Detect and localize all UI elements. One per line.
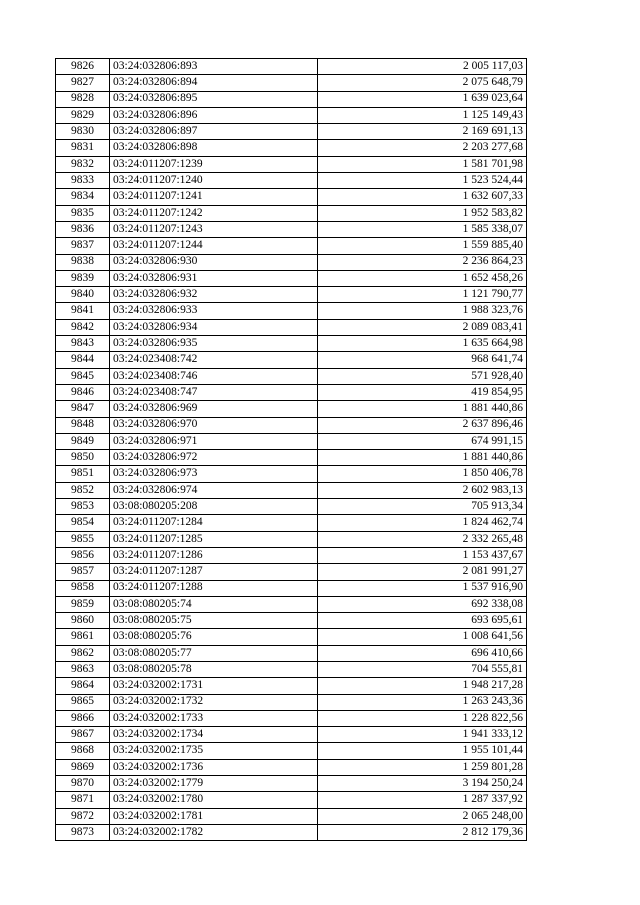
row-number: 9833: [56, 173, 110, 189]
row-number: 9869: [56, 759, 110, 775]
cadastral-number: 03:24:011207:1242: [110, 205, 318, 221]
cadastral-number: 03:24:011207:1285: [110, 531, 318, 547]
row-number: 9826: [56, 59, 110, 75]
table-row: [56, 759, 527, 775]
cadastral-value: 2 332 265,48: [318, 531, 527, 547]
table-row: [56, 547, 527, 563]
table-row: [56, 140, 527, 156]
cadastral-value: 1 125 149,43: [318, 107, 527, 123]
table-row: [56, 499, 527, 515]
cadastral-value: 1 652 458,26: [318, 270, 527, 286]
cadastral-value: 1 952 583,82: [318, 205, 527, 221]
cadastral-value: 1 850 406,78: [318, 466, 527, 482]
table-row: [56, 205, 527, 221]
row-number: 9853: [56, 499, 110, 515]
cadastral-number: 03:24:011207:1286: [110, 547, 318, 563]
cadastral-number: 03:24:032806:933: [110, 303, 318, 319]
table-row: [56, 254, 527, 270]
cadastral-number: 03:24:011207:1244: [110, 238, 318, 254]
cadastral-number: 03:24:011207:1288: [110, 580, 318, 596]
table-row: [56, 515, 527, 531]
table-row: [56, 107, 527, 123]
cadastral-number: 03:24:011207:1287: [110, 564, 318, 580]
cadastral-number: 03:08:080205:78: [110, 661, 318, 677]
cadastral-number: 03:24:023408:746: [110, 368, 318, 384]
cadastral-value: 419 854,95: [318, 384, 527, 400]
table-row: [56, 678, 527, 694]
cadastral-value: 3 194 250,24: [318, 776, 527, 792]
cadastral-number: 03:24:032806:973: [110, 466, 318, 482]
cadastral-value: 2 637 896,46: [318, 417, 527, 433]
row-number: 9828: [56, 91, 110, 107]
table-row: [56, 808, 527, 824]
table-row: [56, 287, 527, 303]
table-row: [56, 221, 527, 237]
table-row: [56, 303, 527, 319]
table-row: [56, 596, 527, 612]
cadastral-value: 1 632 607,33: [318, 189, 527, 205]
row-number: 9831: [56, 140, 110, 156]
row-number: 9841: [56, 303, 110, 319]
cadastral-number: 03:24:032002:1779: [110, 776, 318, 792]
table-row: [56, 792, 527, 808]
cadastral-number: 03:08:080205:208: [110, 499, 318, 515]
table-row: [56, 531, 527, 547]
cadastral-number: 03:24:032806:969: [110, 401, 318, 417]
row-number: 9872: [56, 808, 110, 824]
cadastral-value: 2 081 991,27: [318, 564, 527, 580]
row-number: 9835: [56, 205, 110, 221]
cadastral-value: 1 259 801,28: [318, 759, 527, 775]
cadastral-number: 03:24:011207:1240: [110, 173, 318, 189]
cadastral-value-table: [55, 58, 527, 841]
table-row: [56, 482, 527, 498]
table-row: [56, 776, 527, 792]
cadastral-value: 2 236 864,23: [318, 254, 527, 270]
table-row: [56, 59, 527, 75]
row-number: 9854: [56, 515, 110, 531]
row-number: 9863: [56, 661, 110, 677]
cadastral-number: 03:24:032806:931: [110, 270, 318, 286]
cadastral-value: 2 602 983,13: [318, 482, 527, 498]
cadastral-value: 1 948 217,28: [318, 678, 527, 694]
row-number: 9845: [56, 368, 110, 384]
row-number: 9840: [56, 287, 110, 303]
cadastral-number: 03:24:032806:935: [110, 336, 318, 352]
row-number: 9838: [56, 254, 110, 270]
table-row: [56, 580, 527, 596]
table-row: [56, 450, 527, 466]
row-number: 9856: [56, 547, 110, 563]
table-row: [56, 173, 527, 189]
row-number: 9873: [56, 824, 110, 840]
row-number: 9859: [56, 596, 110, 612]
table-row: [56, 727, 527, 743]
cadastral-number: 03:24:032002:1780: [110, 792, 318, 808]
cadastral-value: 705 913,34: [318, 499, 527, 515]
row-number: 9836: [56, 221, 110, 237]
table-row: [56, 433, 527, 449]
cadastral-value: 2 005 117,03: [318, 59, 527, 75]
row-number: 9855: [56, 531, 110, 547]
table-row: [56, 91, 527, 107]
cadastral-number: 03:24:032002:1781: [110, 808, 318, 824]
row-number: 9846: [56, 384, 110, 400]
cadastral-number: 03:24:032806:898: [110, 140, 318, 156]
table-row: [56, 661, 527, 677]
cadastral-number: 03:24:032002:1731: [110, 678, 318, 694]
cadastral-value: 1 287 337,92: [318, 792, 527, 808]
cadastral-value: 1 121 790,77: [318, 287, 527, 303]
cadastral-number: 03:24:032002:1782: [110, 824, 318, 840]
cadastral-value: 1 881 440,86: [318, 450, 527, 466]
row-number: 9842: [56, 319, 110, 335]
table-row: [56, 319, 527, 335]
cadastral-value: 1 523 524,44: [318, 173, 527, 189]
cadastral-number: 03:08:080205:76: [110, 629, 318, 645]
table-row: [56, 613, 527, 629]
table-row: [56, 824, 527, 840]
table-row: [56, 75, 527, 91]
row-number: 9861: [56, 629, 110, 645]
cadastral-value: 1 537 916,90: [318, 580, 527, 596]
row-number: 9866: [56, 710, 110, 726]
cadastral-number: 03:24:032806:930: [110, 254, 318, 270]
table-row: [56, 466, 527, 482]
cadastral-number: 03:24:032806:932: [110, 287, 318, 303]
row-number: 9862: [56, 645, 110, 661]
cadastral-value: 2 203 277,68: [318, 140, 527, 156]
table-row: [56, 743, 527, 759]
row-number: 9871: [56, 792, 110, 808]
table-row: [56, 270, 527, 286]
row-number: 9848: [56, 417, 110, 433]
cadastral-number: 03:24:032806:974: [110, 482, 318, 498]
cadastral-number: 03:08:080205:74: [110, 596, 318, 612]
row-number: 9839: [56, 270, 110, 286]
cadastral-value: 1 585 338,07: [318, 221, 527, 237]
row-number: 9860: [56, 613, 110, 629]
row-number: 9850: [56, 450, 110, 466]
cadastral-number: 03:24:032002:1736: [110, 759, 318, 775]
table-row: [56, 417, 527, 433]
row-number: 9849: [56, 433, 110, 449]
table-body: [56, 59, 527, 841]
row-number: 9867: [56, 727, 110, 743]
cadastral-value: 968 641,74: [318, 352, 527, 368]
row-number: 9834: [56, 189, 110, 205]
cadastral-value: 1 008 641,56: [318, 629, 527, 645]
cadastral-value: 2 812 179,36: [318, 824, 527, 840]
cadastral-number: 03:24:032806:897: [110, 124, 318, 140]
cadastral-value: 2 065 248,00: [318, 808, 527, 824]
cadastral-value: 1 153 437,67: [318, 547, 527, 563]
cadastral-value: 2 089 083,41: [318, 319, 527, 335]
table-row: [56, 156, 527, 172]
cadastral-value: 2 075 648,79: [318, 75, 527, 91]
table-row: [56, 189, 527, 205]
cadastral-number: 03:24:032002:1732: [110, 694, 318, 710]
cadastral-value: 1 559 885,40: [318, 238, 527, 254]
cadastral-number: 03:24:032002:1735: [110, 743, 318, 759]
cadastral-number: 03:24:032806:970: [110, 417, 318, 433]
cadastral-number: 03:24:011207:1241: [110, 189, 318, 205]
table-row: [56, 368, 527, 384]
cadastral-value: 674 991,15: [318, 433, 527, 449]
cadastral-number: 03:08:080205:77: [110, 645, 318, 661]
cadastral-number: 03:24:032002:1733: [110, 710, 318, 726]
row-number: 9832: [56, 156, 110, 172]
row-number: 9865: [56, 694, 110, 710]
table-row: [56, 629, 527, 645]
cadastral-value: 1 824 462,74: [318, 515, 527, 531]
cadastral-number: 03:24:023408:742: [110, 352, 318, 368]
row-number: 9864: [56, 678, 110, 694]
cadastral-value: 1 581 701,98: [318, 156, 527, 172]
row-number: 9858: [56, 580, 110, 596]
cadastral-number: 03:24:011207:1284: [110, 515, 318, 531]
table-row: [56, 401, 527, 417]
cadastral-number: 03:24:032806:893: [110, 59, 318, 75]
cadastral-number: 03:08:080205:75: [110, 613, 318, 629]
row-number: 9829: [56, 107, 110, 123]
row-number: 9857: [56, 564, 110, 580]
table-row: [56, 694, 527, 710]
cadastral-value: 1 881 440,86: [318, 401, 527, 417]
cadastral-value: 1 228 822,56: [318, 710, 527, 726]
row-number: 9844: [56, 352, 110, 368]
cadastral-number: 03:24:023408:747: [110, 384, 318, 400]
cadastral-value: 692 338,08: [318, 596, 527, 612]
cadastral-value: 696 410,66: [318, 645, 527, 661]
row-number: 9868: [56, 743, 110, 759]
table-row: [56, 564, 527, 580]
cadastral-value: 1 635 664,98: [318, 336, 527, 352]
row-number: 9843: [56, 336, 110, 352]
cadastral-value: 571 928,40: [318, 368, 527, 384]
table-row: [56, 336, 527, 352]
row-number: 9830: [56, 124, 110, 140]
cadastral-value: 1 639 023,64: [318, 91, 527, 107]
table-row: [56, 384, 527, 400]
cadastral-number: 03:24:032806:972: [110, 450, 318, 466]
row-number: 9851: [56, 466, 110, 482]
cadastral-value: 693 695,61: [318, 613, 527, 629]
cadastral-value: 1 955 101,44: [318, 743, 527, 759]
table-row: [56, 710, 527, 726]
cadastral-number: 03:24:032806:934: [110, 319, 318, 335]
cadastral-number: 03:24:032806:895: [110, 91, 318, 107]
cadastral-value: 1 941 333,12: [318, 727, 527, 743]
row-number: 9847: [56, 401, 110, 417]
cadastral-value: 2 169 691,13: [318, 124, 527, 140]
table-row: [56, 238, 527, 254]
cadastral-value: 1 263 243,36: [318, 694, 527, 710]
cadastral-number: 03:24:011207:1243: [110, 221, 318, 237]
cadastral-number: 03:24:032806:971: [110, 433, 318, 449]
cadastral-number: 03:24:011207:1239: [110, 156, 318, 172]
table-row: [56, 645, 527, 661]
cadastral-number: 03:24:032002:1734: [110, 727, 318, 743]
table-row: [56, 124, 527, 140]
cadastral-number: 03:24:032806:894: [110, 75, 318, 91]
row-number: 9870: [56, 776, 110, 792]
row-number: 9837: [56, 238, 110, 254]
cadastral-value: 1 988 323,76: [318, 303, 527, 319]
cadastral-number: 03:24:032806:896: [110, 107, 318, 123]
table-row: [56, 352, 527, 368]
cadastral-value: 704 555,81: [318, 661, 527, 677]
row-number: 9852: [56, 482, 110, 498]
row-number: 9827: [56, 75, 110, 91]
